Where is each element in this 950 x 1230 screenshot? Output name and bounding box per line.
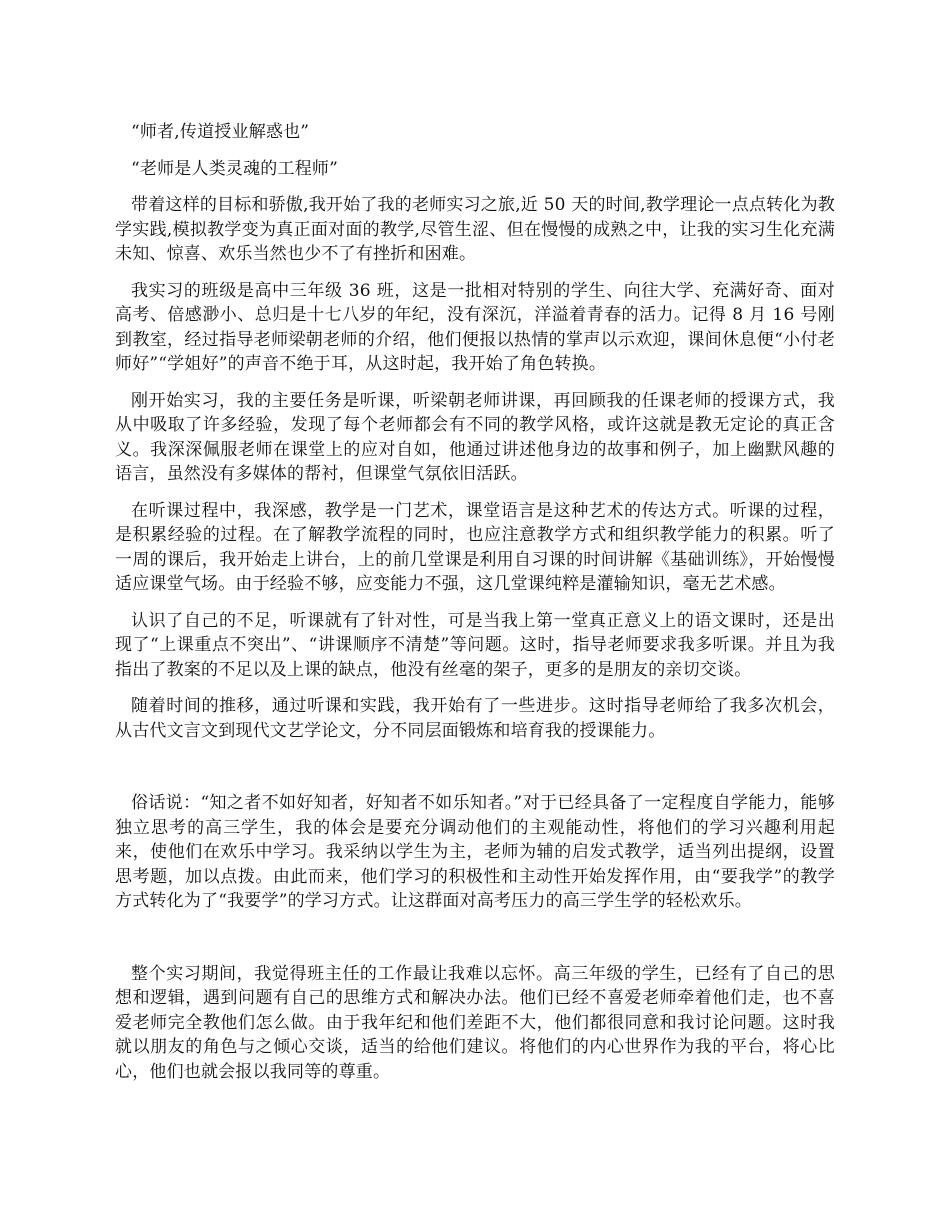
document-body — [115, 120, 835, 1084]
body-paragraph-progress: 随着时间的推移，通过听课和实践，我开始有了一些进步。这时指导老师给了我多次机会，从古代文言文到现代文艺学论文，分不同层面锻炼和培育我的授课能力。 — [115, 696, 835, 741]
body-paragraph-listening: 刚开始实习，我的主要任务是听课，听梁朝老师讲课，再回顾我的任课老师的授课方式，我从中吸取了许多经验，发现了每个老师都会有不同的教学风格，或许这就是教无定论的真正含义。我深深佩服老师在课堂上的应对自如，他通过讲述他身边的故事和例子，加上幽默风趣的语言，虽然没有多媒体的帮衬，但课堂气氛依旧活跃。 — [115, 390, 835, 484]
quote-paragraph-1: “师者,传道授业解惑也” — [131, 122, 310, 142]
body-paragraph-art: 在听课过程中，我深感，教学是一门艺术，课堂语言是这种艺术的传达方式。听课的过程，是积累经验的过程。在了解教学流程的同时，也应注意教学方式和组织教学能力的积累。听了一周的课后，我开始走上讲台，上的前几堂课是利用自习课的时间讲解《基础训练》，开始慢慢适应课堂气场。由于经验不够，应变能力不强，这几堂课纯粹是灌输知识，毫无艺术感。 — [115, 500, 835, 594]
body-paragraph-intro: 带着这样的目标和骄傲,我开始了我的老师实习之旅,近 50 天的时间,教学理论一点点转化为教学实践,模拟教学变为真正面对面的教学,尽管生涩、但在慢慢的成熟之中，让我的实习生化充满未知、惊喜、欢乐当然也少不了有挫折和困难。 — [115, 195, 835, 264]
body-paragraph-method: 俗话说：“知之者不如好知者，好知者不如乐知者。”对于已经具备了一定程度自学能力，能够独立思考的高三学生，我的体会是要充分调动他们的主观能动性，将他们的学习兴趣利用起来，使他们在欢乐中学习。我采纳以学生为主，老师为辅的启发式教学，适当列出提纲，设置思考题，加以点拨。由此而来，他们学习的积极性和主动性开始发挥作用，由“要我学”的教学方式转化为了“我要学”的学习方式。让这群面对高考压力的高三学生学的轻松欢乐。 — [115, 793, 835, 911]
body-paragraph-homeroom: 整个实习期间，我觉得班主任的工作最让我难以忘怀。高三年级的学生，已经有了自己的思想和逻辑，遇到问题有自己的思维方式和解决办法。他们已经不喜爱老师牵着他们走，也不喜爱老师完全教他们怎么做。由于我年纪和他们差距不大，他们都很同意和我讨论问题。这时我就以朋友的角色与之倾心交谈，适当的给他们建议。将他们的内心世界作为我的平台，将心比心，他们也就会报以我同等的尊重。 — [115, 963, 835, 1082]
quote-paragraph-2: “老师是人类灵魂的工程师” — [131, 158, 338, 179]
body-paragraph-shortcomings: 认识了自己的不足，听课就有了针对性，可是当我上第一堂真正意义上的语文课时，还是出现了“上课重点不突出”、“讲课顺序不清楚”等问题。这时，指导老师要求我多听课。并且为我指出了教案的不足以及上课的缺点，他没有丝毫的架子，更多的是朋友的亲切交谈。 — [115, 610, 835, 680]
body-paragraph-class: 我实习的班级是高中三年级 36 班，这是一批相对特别的学生、向往大学、充满好奇、面对高考、倍感渺小、总归是十七八岁的年纪，没有深沉，洋溢着青春的活力。记得 8 月 16 号刚到教室，经过指导老师梁朝老师的介绍，他们便报以热情的掌声以示欢迎，课间休息便“小付老师好”“学姐好”的声音不绝于耳，从这时起，我开始了角色转换。 — [115, 280, 835, 374]
